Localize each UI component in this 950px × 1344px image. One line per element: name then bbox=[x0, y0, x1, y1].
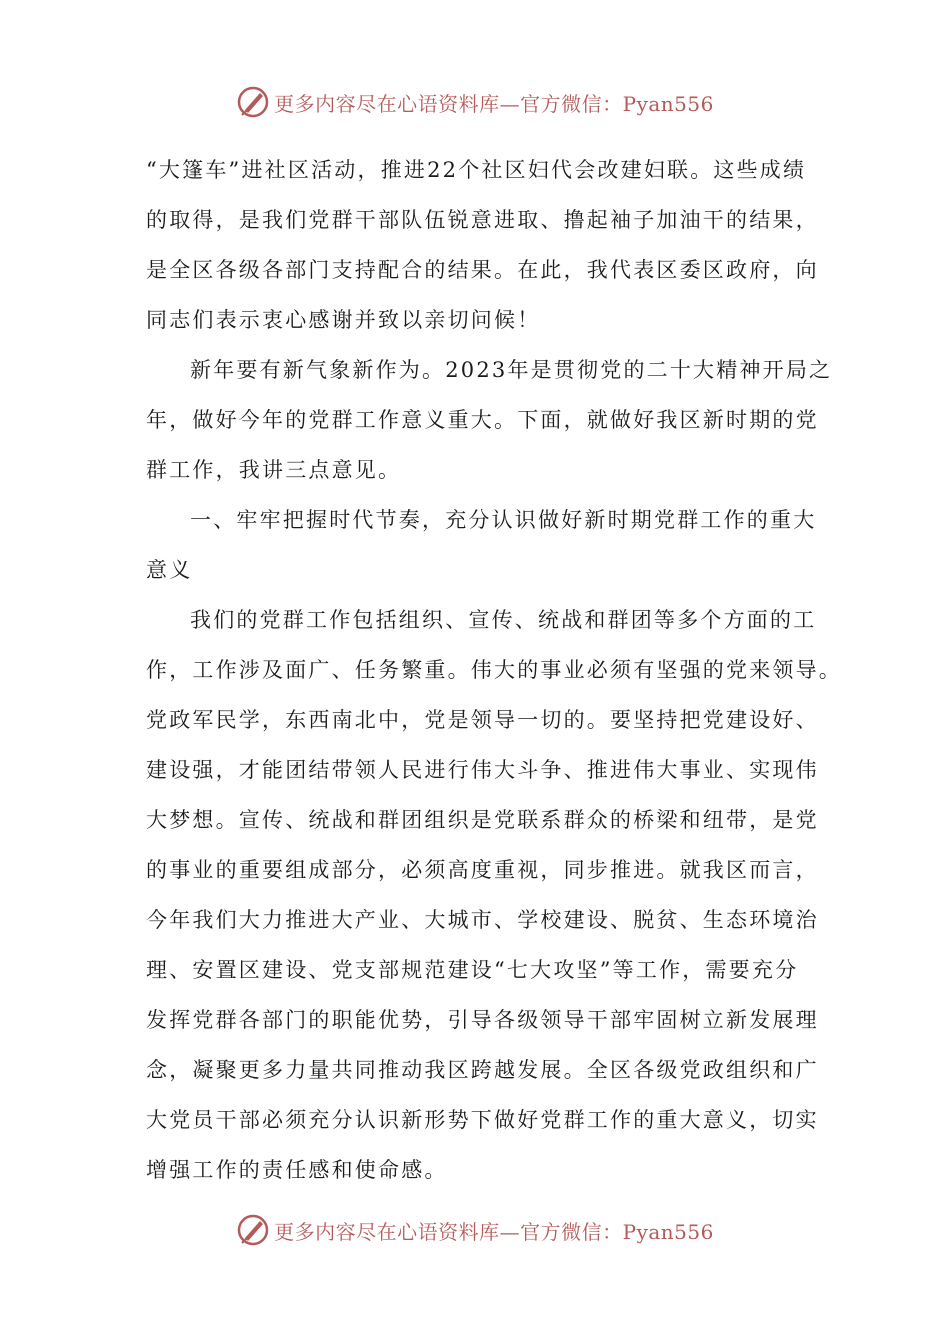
text-line: 大党员干部必须充分认识新形势下做好党群工作的重大意义，切实 bbox=[146, 1108, 819, 1132]
document-body bbox=[146, 145, 842, 1195]
banner-text: 更多内容尽在心语资料库—官方微信：Pyan556 bbox=[274, 1219, 714, 1244]
text-line: 建设强，才能团结带领人民进行伟大斗争、推进伟大事业、实现伟 bbox=[146, 758, 819, 782]
text-line: 党政军民学，东西南北中，党是领导一切的。要坚持把党建设好、 bbox=[146, 708, 819, 732]
text-line: 念，凝聚更多力量共同推动我区跨越发展。全区各级党政组织和广 bbox=[146, 1058, 819, 1082]
section-heading: 一、牢牢把握时代节奏，充分认识做好新时期党群工作的重大 bbox=[190, 508, 817, 532]
text-line: 作，工作涉及面广、任务繁重。伟大的事业必须有坚强的党来领导。 bbox=[146, 658, 842, 682]
text-line: 理、安置区建设、党支部规范建设“七大攻坚”等工作，需要充分 bbox=[146, 958, 799, 982]
text-line: 同志们表示衷心感谢并致以亲切问候！ bbox=[146, 308, 541, 332]
text-line: 的取得，是我们党群干部队伍锐意进取、撸起袖子加油干的结果， bbox=[146, 208, 819, 232]
text-line: 发挥党群各部门的职能优势，引导各级领导干部牢固树立新发展理 bbox=[146, 1008, 819, 1032]
text-line: 年，做好今年的党群工作意义重大。下面，就做好我区新时期的党 bbox=[146, 408, 819, 432]
pen-in-circle-logo-icon bbox=[236, 1213, 270, 1247]
header-banner bbox=[0, 82, 950, 122]
text-line: “大篷车”进社区活动，推进22个社区妇代会改建妇联。这些成绩 bbox=[146, 158, 807, 182]
section-heading: 意义 bbox=[146, 558, 193, 582]
text-line: 新年要有新气象新作为。2023年是贯彻党的二十大精神开局之 bbox=[190, 358, 833, 382]
pen-in-circle-logo-icon bbox=[236, 85, 270, 119]
text-line: 群工作，我讲三点意见。 bbox=[146, 458, 402, 482]
text-line: 我们的党群工作包括组织、宣传、统战和群团等多个方面的工 bbox=[190, 608, 817, 632]
text-line: 是全区各级各部门支持配合的结果。在此，我代表区委区政府，向 bbox=[146, 258, 819, 282]
banner-text: 更多内容尽在心语资料库—官方微信：Pyan556 bbox=[274, 91, 714, 116]
text-line: 的事业的重要组成部分，必须高度重视，同步推进。就我区而言， bbox=[146, 858, 819, 882]
text-line: 增强工作的责任感和使命感。 bbox=[146, 1158, 448, 1182]
text-line: 今年我们大力推进大产业、大城市、学校建设、脱贫、生态环境治 bbox=[146, 908, 819, 932]
footer-banner bbox=[0, 1210, 950, 1250]
text-line: 大梦想。宣传、统战和群团组织是党联系群众的桥梁和纽带，是党 bbox=[146, 808, 819, 832]
